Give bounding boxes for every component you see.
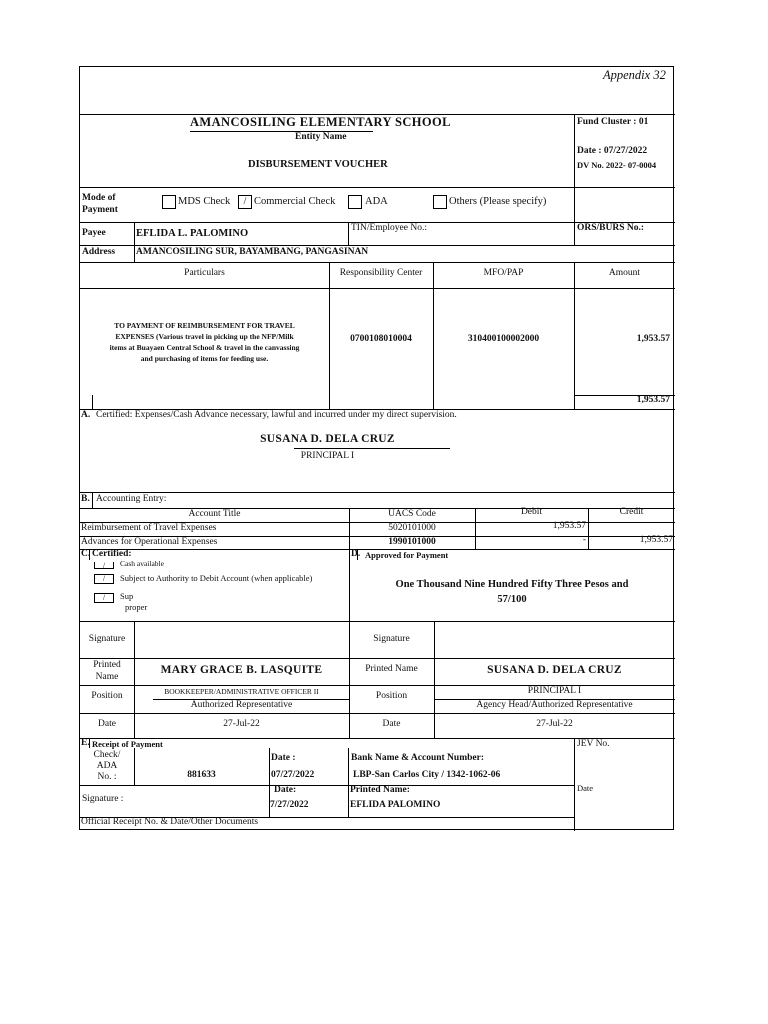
entry-row-1-code: 5020101000: [388, 523, 436, 533]
mds-check-checkbox[interactable]: [162, 195, 176, 209]
supporting-docs-label-2: proper: [125, 602, 148, 612]
commercial-check-checkbox[interactable]: /: [238, 195, 252, 209]
section-c-printed-name-label: Printed Name: [93, 660, 121, 682]
supporting-docs-label: Sup: [120, 591, 134, 601]
fund-cluster: Fund Cluster : 01: [577, 117, 649, 127]
section-d-label: Approved for Payment: [365, 550, 449, 560]
others-label: Others (Please specify): [449, 196, 547, 207]
section-d-letter: D.: [351, 549, 361, 559]
section-e-letter: E.: [81, 738, 90, 748]
section-c-label: Certified:: [92, 549, 132, 559]
section-c-date-label: Date: [98, 719, 116, 729]
section-a-text: Certified: Expenses/Cash Advance necessary, lawful and incurred under my direct supervision.: [96, 410, 457, 420]
mfo-pap-value: 310400100002000: [467, 334, 540, 344]
check-ada-label: Check/ ADA No. :: [93, 750, 121, 782]
entry-row-2-debit: -: [582, 535, 586, 545]
appendix-label: Appendix 32: [603, 68, 666, 82]
uacs-code-header: UACS Code: [388, 509, 436, 519]
entry-row-1-title: Reimbursement of Travel Expenses: [81, 523, 217, 533]
commercial-check-label: Commercial Check: [254, 196, 336, 207]
section-c-date: 27-Jul-22: [223, 719, 260, 729]
entry-row-2-title: Advances for Operational Expenses: [81, 537, 218, 547]
receipt-printed-name: EFLIDA PALOMINO: [350, 800, 441, 810]
section-d-printed-name: SUSANA D. DELA CRUZ: [487, 664, 622, 676]
address-value: AMANCOSILING SUR, BAYAMBANG, PANGASINAN: [136, 247, 369, 257]
section-c-position: BOOKKEEPER/ADMINISTRATIVE OFFICER II: [164, 687, 319, 696]
section-d-signature-label: Signature: [373, 634, 410, 644]
credit-header: Credit: [619, 507, 644, 517]
supporting-docs-mark[interactable]: /: [94, 593, 114, 603]
amount-in-words: One Thousand Nine Hundred Fifty Three Pesos and 57/100: [395, 579, 629, 605]
entity-name-label: Entity Name: [295, 132, 347, 142]
receipt-date: 07/27/2022: [271, 770, 315, 780]
section-d-printed-name-label: Printed Name: [365, 664, 418, 674]
section-e-label: Receipt of Payment: [92, 739, 163, 749]
section-d-position-label: Position: [375, 691, 408, 701]
mode-of-payment-label: Mode of Payment: [82, 193, 118, 215]
bank-label: Bank Name & Account Number:: [351, 753, 484, 763]
section-a-signatory: SUSANA D. DELA CRUZ: [260, 433, 395, 445]
ada-label: ADA: [365, 196, 388, 207]
receipt-date2-label: Date:: [274, 785, 297, 795]
section-d-date: 27-Jul-22: [536, 719, 573, 729]
section-a-position: PRINCIPAL I: [300, 451, 355, 461]
entry-row-2-credit: 1,953.57: [639, 535, 673, 545]
address-label: Address: [82, 247, 116, 257]
receipt-date2: 7/27/2022: [270, 800, 309, 810]
particulars-header: Particulars: [184, 268, 225, 278]
amount-value: 1,953.57: [636, 334, 670, 344]
bank-account: LBP-San Carlos City / 1342-1062-06: [353, 770, 501, 780]
section-c-printed-name: MARY GRACE B. LASQUITE: [160, 664, 323, 676]
mds-check-label: MDS Check: [178, 196, 231, 207]
others-checkbox[interactable]: [433, 195, 447, 209]
entry-row-2-code: 1990101000: [388, 537, 436, 547]
responsibility-center-header: Responsibility Center: [339, 268, 423, 278]
responsibility-center-value: 0700108010004: [350, 334, 412, 344]
section-a-letter: A.: [81, 410, 91, 420]
mfo-pap-header: MFO/PAP: [483, 268, 524, 278]
dv-number: DV No. 2022- 07-0004: [577, 160, 657, 170]
jev-label: JEV No.: [577, 739, 610, 749]
voucher-date: Date : 07/27/2022: [577, 146, 648, 156]
section-b-letter: B.: [81, 494, 90, 504]
account-title-header: Account Title: [188, 509, 241, 519]
accounting-entry-label: Accounting Entry:: [96, 494, 167, 504]
payee-name: EFLIDA L. PALOMINO: [136, 228, 249, 239]
receipt-signature-label: Signature :: [82, 794, 124, 804]
official-receipt-label: Official Receipt No. & Date/Other Documents: [81, 817, 259, 827]
disbursement-voucher: [79, 66, 674, 830]
section-c-letter: C.: [81, 549, 91, 559]
receipt-printed-name-label: Printed Name:: [350, 785, 410, 795]
tin-label: TIN/Employee No.:: [351, 223, 427, 233]
section-d-date-label: Date: [382, 719, 401, 729]
cash-available-label: Cash available: [120, 559, 164, 568]
debit-authority-label: Subject to Authority to Debit Account (when applicable): [120, 573, 313, 583]
check-number: 881633: [187, 770, 216, 780]
payee-label: Payee: [82, 228, 106, 238]
entry-row-1-debit: 1,953.57: [552, 521, 586, 531]
voucher-title: DISBURSEMENT VOUCHER: [248, 159, 388, 170]
section-c-signature-label: Signature: [88, 634, 126, 644]
receipt-date-label: Date :: [271, 753, 296, 763]
amount-header: Amount: [608, 268, 641, 278]
debit-authority-mark[interactable]: /: [94, 574, 114, 584]
amount-total: 1,953.57: [636, 395, 670, 405]
entity-name: AMANCOSILING ELEMENTARY SCHOOL: [190, 115, 451, 129]
section-c-position-label: Position: [91, 691, 123, 701]
particulars-text: TO PAYMENT OF REIMBURSEMENT FOR TRAVEL EXPENSES (Various travel in picking up the NFP/Milk items at Buayaen Central School & travel in the canvassing and purchasing of items for feeding use.: [109, 321, 300, 363]
debit-header: Debit: [520, 507, 543, 517]
jev-date-label: Date: [577, 783, 594, 793]
section-c-position-sub: Authorized Representative: [190, 700, 293, 710]
cash-available-mark[interactable]: /: [94, 562, 114, 569]
ors-burs-label: ORS/BURS No.:: [577, 223, 645, 233]
ada-checkbox[interactable]: [348, 195, 362, 209]
section-d-position: PRINCIPAL I: [527, 686, 582, 696]
section-d-position-sub: Agency Head/Authorized Representative: [476, 700, 633, 710]
